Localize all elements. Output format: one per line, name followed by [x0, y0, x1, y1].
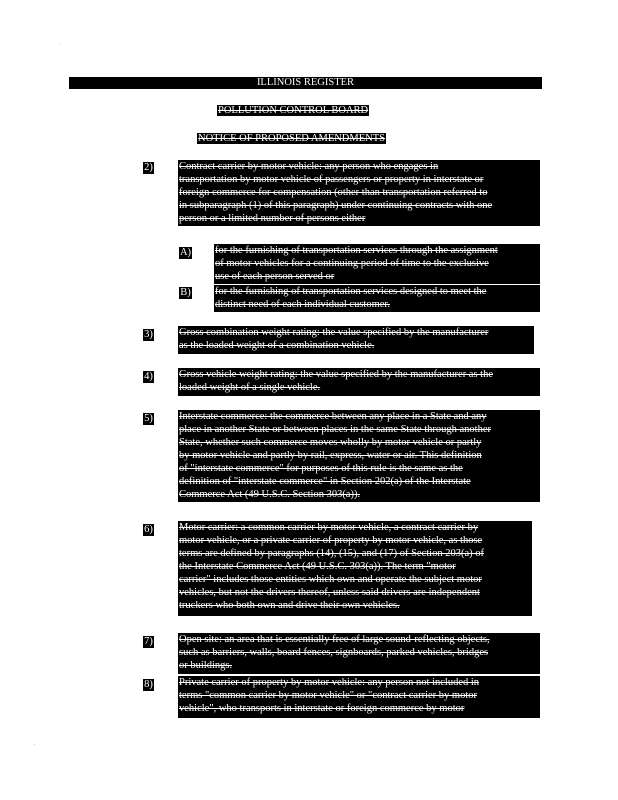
- definition-number: 6): [144, 524, 153, 535]
- definition-number: 3): [144, 329, 153, 340]
- board-title: POLLUTION CONTROL BOARD: [218, 105, 369, 116]
- definition-open-site: Open site: an area that is essentially free of large sound-reflecting objects, such as barriers, walls, board fences, signboards, parked vehicles, bridges or buildings.: [178, 633, 540, 674]
- subitem-assignment: for the furnishing of transportation services through the assignment of motor vehicles for a continuing period of time to the exclusive use of each person served or: [214, 244, 540, 284]
- definition-private-carrier: Private carrier of property by motor vehicle: any person not included in terms "common carrier by motor vehicle" or "contract carrier by motor vehicle", who transports in interstate or foreign commerce by motor: [178, 676, 540, 718]
- definition-gross-combination: Gross combination weight rating: the value specified by the manufacturer as the loaded weight of a combination vehicle.: [178, 326, 534, 354]
- subitem-customer: for the furnishing of transportation services designed to meet the distinct need of each individual customer.: [214, 285, 540, 312]
- notice-title: NOTICE OF PROPOSED AMENDMENTS: [198, 133, 385, 144]
- definition-number: 4): [144, 371, 153, 382]
- definition-contract-carrier: Contract carrier by motor vehicle: any person who engages in transportation by motor vehicle of passengers or property in interstate or foreign commerce for compensation (other than transportation referred to in subparagraph (1) of this paragraph) under continuing contracts with one person or a limited number of persons either: [178, 160, 540, 226]
- definition-motor-carrier: Motor carrier: a common carrier by motor vehicle, a contract carrier by motor vehicle, or a private carrier of property by motor vehicle, as those terms are defined by paragraphs (14), (15), and (17) of Section 203(a) of the Interstate Commerce Act (49 U.S.C. 303(a)). The term "motor carrier" includes those entities which own and operate the subject motor vehicles, but not the drivers thereof, unless said drivers are independent truckers who both own and drive their own vehicles.: [178, 521, 532, 616]
- register-header: ILLINOIS REGISTER: [69, 77, 542, 89]
- subitem-number: A): [179, 247, 192, 258]
- subitem-number: B): [180, 287, 191, 298]
- scan-speck: [60, 44, 61, 45]
- definition-number: 5): [144, 413, 153, 424]
- definition-gross-vehicle: Gross vehicle weight rating: the value specified by the manufacturer as the loaded weight of a single vehicle.: [178, 368, 540, 396]
- definition-number: 2): [144, 162, 153, 173]
- definition-interstate-commerce: Interstate commerce: the commerce between any place in a State and any place in another State or between places in the same State through another State, whether such commerce moves wholly by motor vehicle or partly by motor vehicle and partly by rail, express, water or air. This definition of "interstate commerce" for purposes of this rule is the same as the definition of "interstate commerce" in Section 202(a) of the Interstate Commerce Act (49 U.S.C. Section 303(a)).: [178, 410, 540, 502]
- scan-speck: [34, 744, 35, 745]
- definition-number: 7): [144, 636, 153, 647]
- definition-number: 8): [144, 679, 153, 690]
